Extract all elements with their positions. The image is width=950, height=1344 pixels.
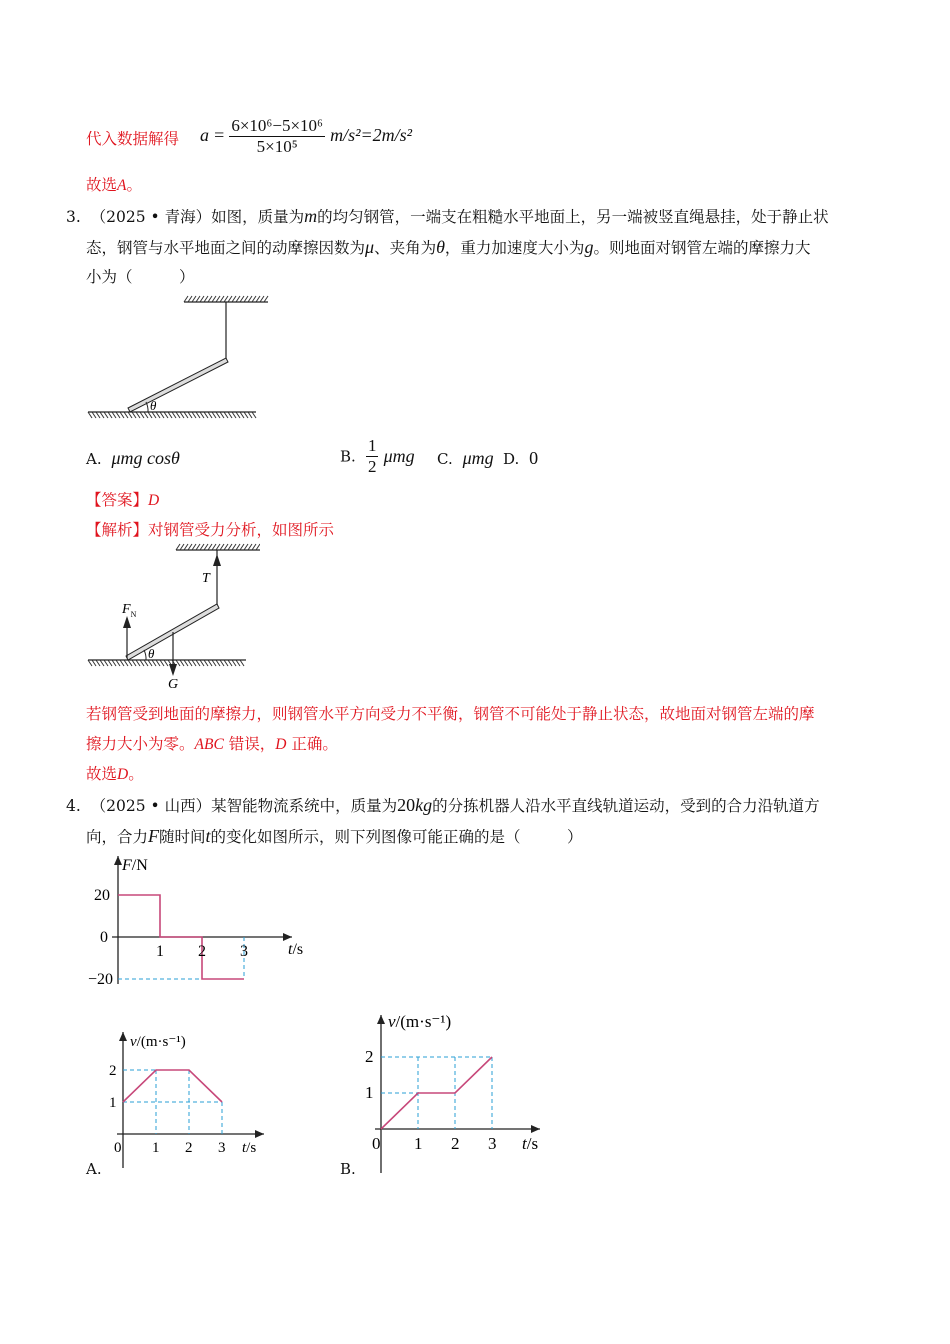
gravity-label: G <box>168 677 179 690</box>
q3-figure-forces <box>80 540 260 690</box>
x-tick-label: 3 <box>240 943 248 960</box>
q3-analysis: 【解析】对钢管受力分析，如图所示 <box>86 521 335 539</box>
y-axis-arrowhead <box>114 856 122 865</box>
y-tick-label: 1 <box>109 1095 117 1111</box>
x-tick-label: 3 <box>218 1140 226 1156</box>
x-axis-arrowhead <box>255 1130 264 1138</box>
tension-arrowhead <box>213 554 221 566</box>
x-tick-label: 1 <box>152 1140 160 1156</box>
q3-line1: 3. （2025 • 青海）如图，质量为m的均匀钢管，一端支在粗糙水平地面上，另一端被竖直绳悬挂，处于静止状 <box>66 206 829 226</box>
theta-label: θ <box>150 398 157 413</box>
theta-label-2: θ <box>148 646 155 661</box>
y-axis-label: v/(m·s⁻¹) <box>388 1012 452 1031</box>
x-axis-label: t/s <box>522 1134 539 1153</box>
steel-pipe <box>128 358 228 412</box>
q3-choose: 故选D。 <box>86 765 144 783</box>
q3-explain-2: 擦力大小为零。ABC 错误，D 正确。 <box>86 735 338 753</box>
velocity-chart-b <box>340 1005 560 1175</box>
acceleration-fraction: $\frac{\text{6×10⁶−5×10⁶}}{\text{5×10⁵}}$ <box>231 116 323 156</box>
y-tick-label: −20 <box>88 971 114 988</box>
gravity-arrowhead <box>169 664 177 676</box>
q3-option-b[interactable]: B. $\frac{1}{2}$ μmg <box>340 436 415 476</box>
q4-line2: 向，合力F随时间t的变化如图所示，则下列图像可能正确的是（ ） <box>86 826 583 846</box>
angle-arc-2 <box>144 650 146 660</box>
q3-line3: 小为（ ） <box>86 268 195 286</box>
series-line <box>123 1070 222 1102</box>
q3-line2: 态，钢管与水平地面之间的动摩擦因数为μ、夹角为θ，重力加速度大小为g。则地面对钢管左端的摩擦力大 <box>86 237 811 257</box>
q3-option-c[interactable]: C. μmg <box>437 448 494 468</box>
x-tick-label: 0 <box>114 1140 122 1156</box>
x-tick-label: 3 <box>488 1134 497 1153</box>
y-tick-label: 1 <box>365 1083 374 1102</box>
x-axis-arrowhead <box>283 933 292 941</box>
half-fraction: $\frac{1}{2}$ <box>367 436 377 476</box>
solution-prefix: 代入数据解得 <box>86 130 180 148</box>
y-tick-label: 2 <box>109 1063 117 1079</box>
x-axis-arrowhead <box>531 1125 540 1133</box>
q3-explain-1: 若钢管受到地面的摩擦力，则钢管水平方向受力不平衡，钢管不可能处于静止状态，故地面对钢管左端的摩 <box>86 705 815 723</box>
y-axis-label: v/(m·s⁻¹) <box>130 1034 186 1050</box>
q3-answer: 【答案】D <box>86 491 160 509</box>
x-tick-label: 1 <box>414 1134 423 1153</box>
x-tick-label: 2 <box>185 1140 193 1156</box>
y-tick-label: 0 <box>100 929 108 946</box>
q3-figure-pipe <box>80 290 270 430</box>
x-axis-label: t/s <box>242 1140 257 1156</box>
y-axis-arrowhead <box>377 1015 385 1024</box>
q4-option-a-label[interactable]: A. <box>86 1160 102 1178</box>
x-tick-label: 1 <box>156 943 164 960</box>
tension-label: T <box>202 571 210 586</box>
normal-label: $F_N$ <box>122 602 137 619</box>
x-tick-label: 0 <box>372 1134 381 1153</box>
solution-choose: 故选A。 <box>86 176 142 194</box>
acceleration-equation: a = $\frac{\text{6×10⁶−5×10⁶}}{\text{5×10⁵}}$ m/s²=2m/s² <box>200 116 413 156</box>
velocity-chart-a <box>86 1028 286 1168</box>
force-time-chart <box>80 850 320 990</box>
q3-option-a[interactable]: A. μmg cosθ <box>86 448 180 468</box>
y-tick-label: 2 <box>365 1047 374 1066</box>
x-tick-label: 2 <box>451 1134 460 1153</box>
y-axis-label: F/N <box>122 857 148 874</box>
x-tick-label: 2 <box>198 943 206 960</box>
q3-option-d[interactable]: D. 0 <box>503 448 539 468</box>
q4-option-b-label[interactable]: B. <box>340 1160 356 1178</box>
q4-line1: 4. （2025 • 山西）某智能物流系统中，质量为20kg的分拣机器人沿水平直线轨道运动，受到的合力沿轨道方 <box>66 795 820 815</box>
x-axis-label: t/s <box>288 941 304 958</box>
y-tick-label: 20 <box>94 887 110 904</box>
y-axis-arrowhead <box>119 1032 127 1041</box>
